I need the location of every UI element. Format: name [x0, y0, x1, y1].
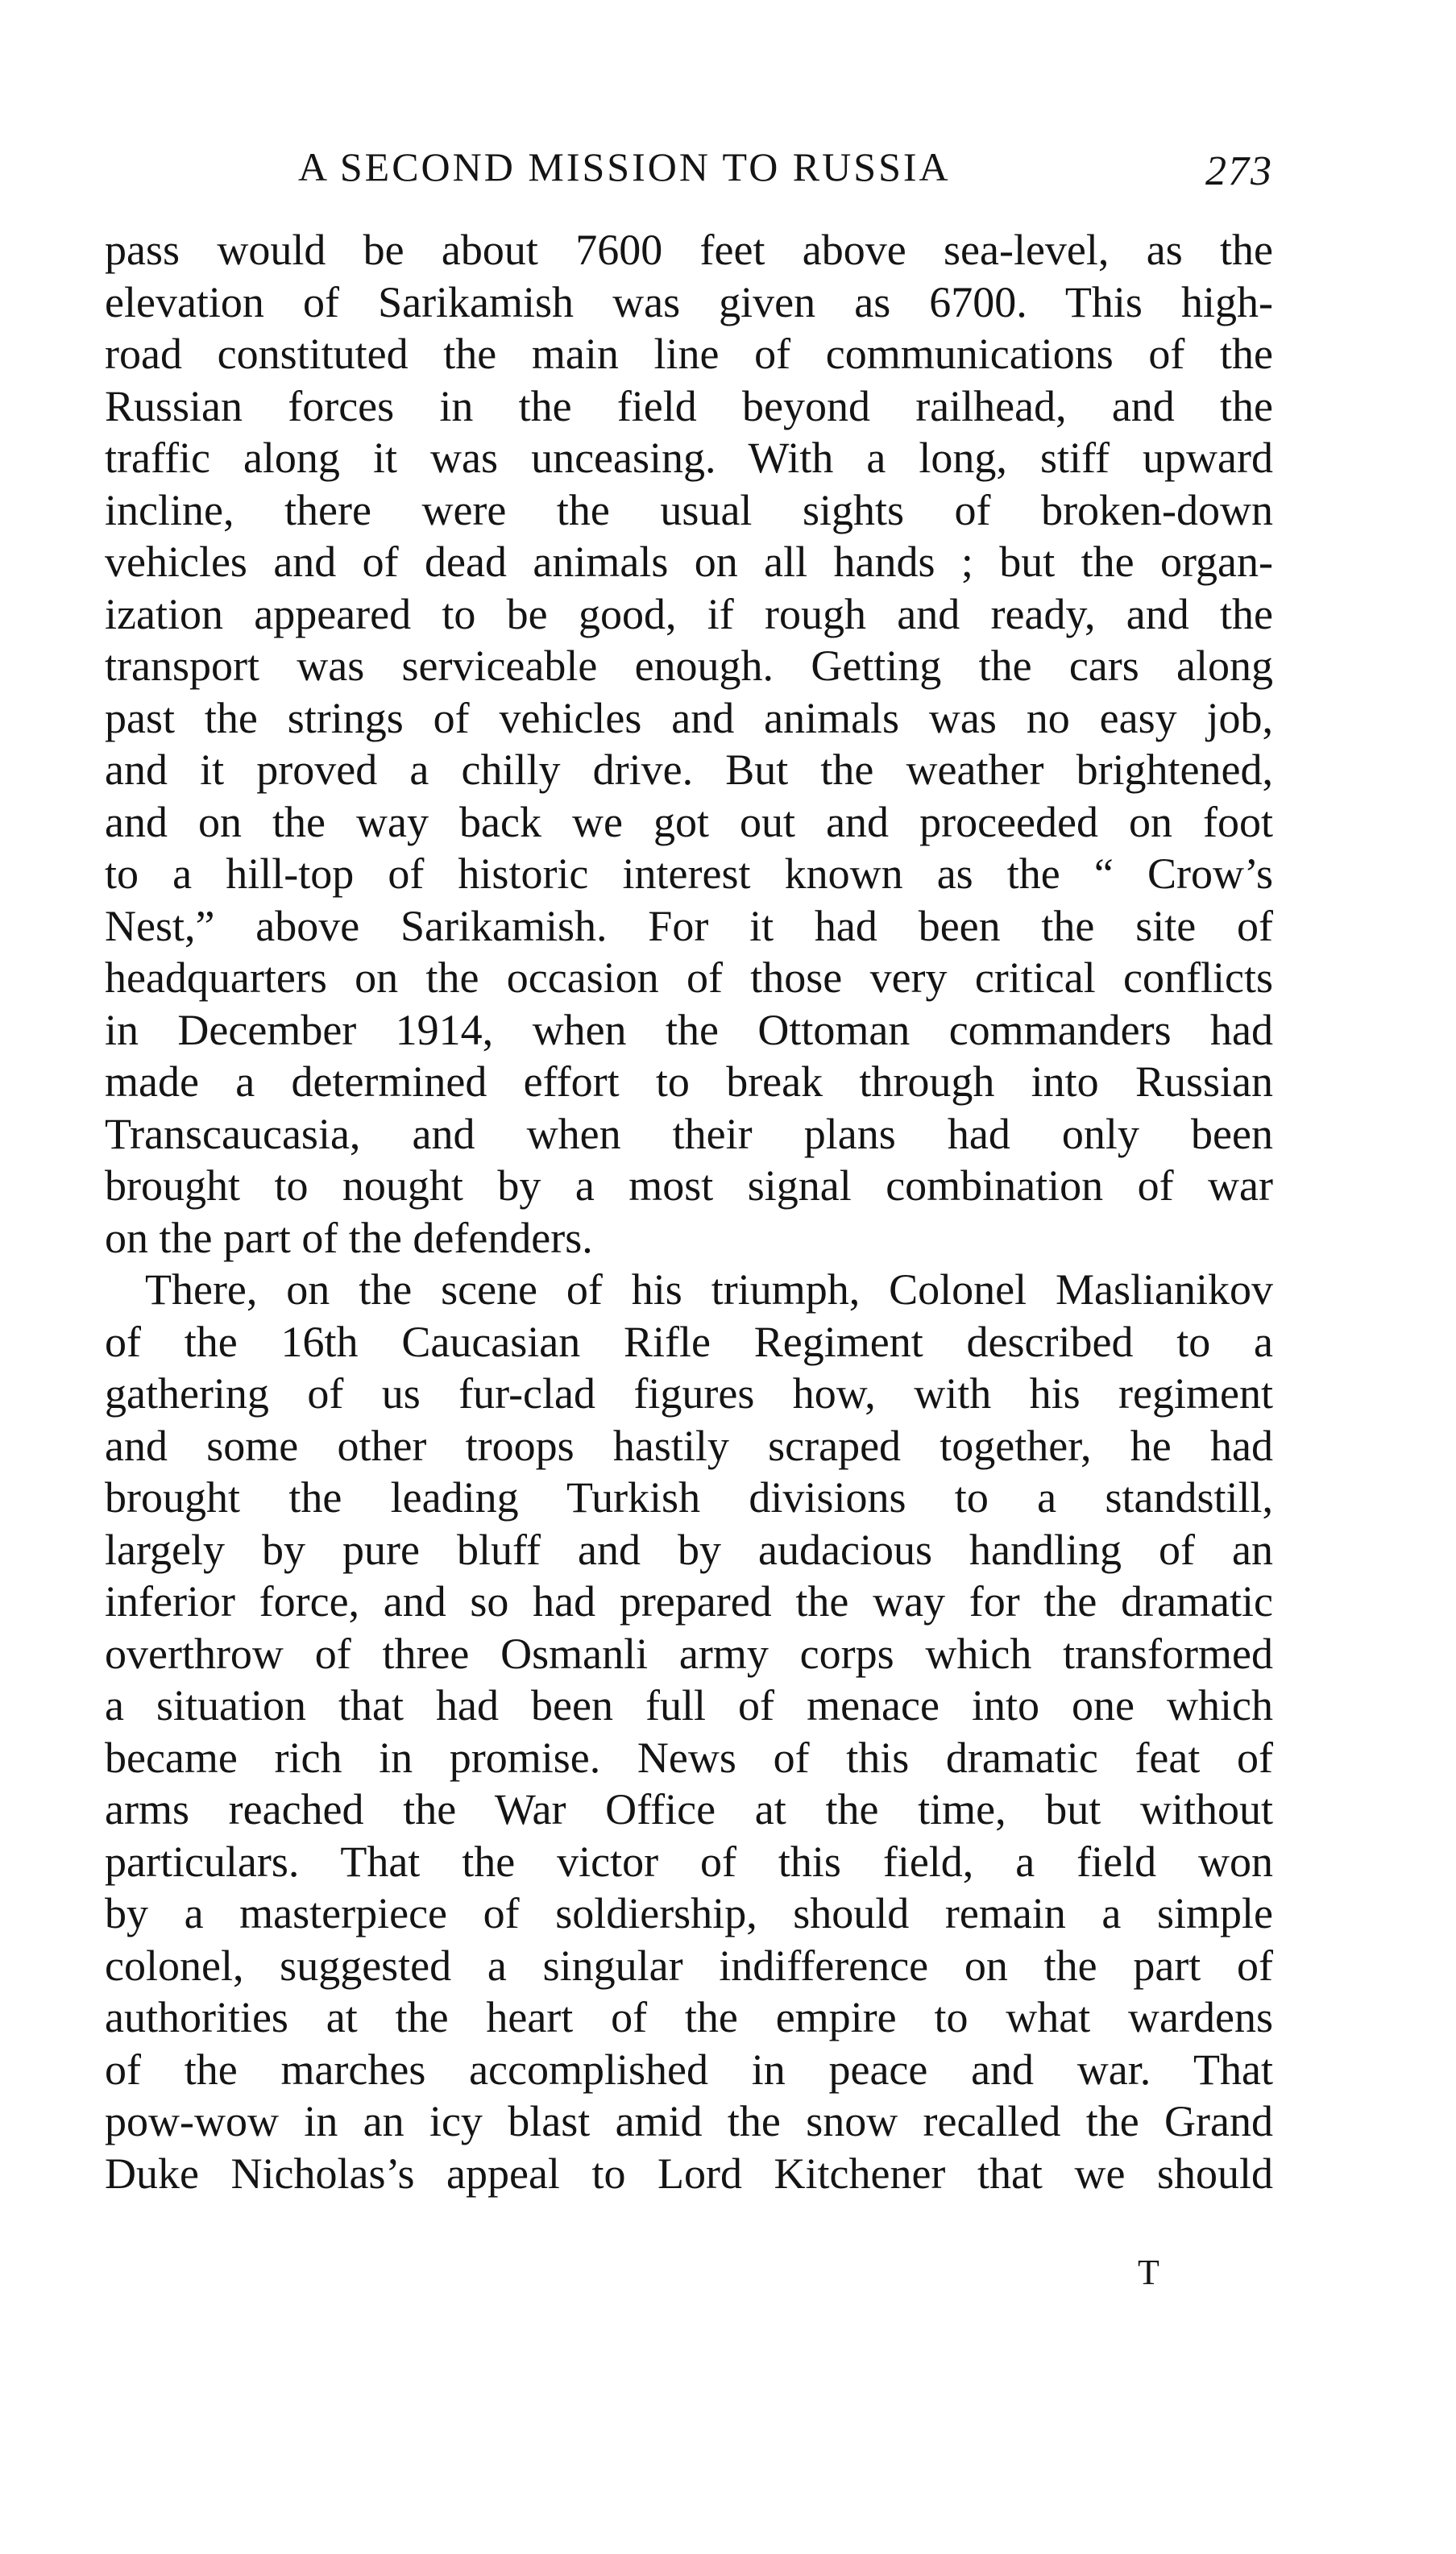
text-line: a situation that had been full of menace into one which [105, 1681, 1273, 1730]
text-line: authorities at the heart of the empire to what wardens [105, 1993, 1273, 2041]
text-line: made a determined effort to break through into Russian [105, 1057, 1273, 1106]
text-line: on the part of the defenders. [105, 1213, 593, 1262]
text-line: past the strings of vehicles and animals was no easy job, [105, 693, 1273, 742]
text-line: ization appeared to be good, if rough and ready, and the [105, 589, 1273, 638]
text-line: road constituted the main line of communications of the [105, 330, 1273, 378]
text-line: elevation of Sarikamish was given as 6700. This high- [105, 277, 1273, 326]
text-line: and it proved a chilly drive. But the weather brightened, [105, 745, 1273, 794]
text-line: Transcaucasia, and when their plans had only been [105, 1109, 1273, 1158]
text-line: particulars. That the victor of this field, a field won [105, 1837, 1273, 1886]
text-line: Duke Nicholas’s appeal to Lord Kitchener that we should [105, 2149, 1273, 2198]
signature-mark: T [1138, 2253, 1159, 2292]
text-line: largely by pure bluff and by audacious handling of an [105, 1525, 1273, 1574]
text-line: pass would be about 7600 feet above sea-level, as the [105, 226, 1273, 274]
text-line: colonel, suggested a singular indifference on the part of [105, 1941, 1273, 1990]
text-line: and some other troops hastily scraped together, he had [105, 1421, 1273, 1470]
text-line: overthrow of three Osmanli army corps which transformed [105, 1629, 1273, 1678]
text-line: of the marches accomplished in peace and war. That [105, 2045, 1273, 2094]
text-line: to a hill-top of historic interest known as the “ Crow’s [105, 849, 1273, 898]
text-line: There, on the scene of his triumph, Colonel Maslianikov [145, 1265, 1273, 1314]
paragraph-1 [105, 224, 1273, 1264]
text-line: traffic along it was unceasing. With a long, stiff upward [105, 434, 1273, 482]
text-line: in December 1914, when the Ottoman commanders had [105, 1005, 1273, 1054]
text-line: and on the way back we got out and proceeded on foot [105, 797, 1273, 846]
text-line: brought to nought by a most signal combination of war [105, 1161, 1273, 1210]
paragraph-2 [105, 1264, 1273, 2199]
text-line: vehicles and of dead animals on all hands ; but the organ- [105, 538, 1273, 586]
text-line: gathering of us fur-clad figures how, with his regiment [105, 1369, 1273, 1418]
text-line: headquarters on the occasion of those very critical conflicts [105, 953, 1273, 1002]
body-text [105, 224, 1273, 2199]
page-number: 273 [1205, 148, 1273, 194]
text-line: became rich in promise. News of this dramatic feat of [105, 1733, 1273, 1782]
text-line: pow-wow in an icy blast amid the snow recalled the Grand [105, 2097, 1273, 2145]
text-line: by a masterpiece of soldiership, should remain a simple [105, 1889, 1273, 1937]
text-line: inferior force, and so had prepared the way for the dramatic [105, 1577, 1273, 1626]
text-line: transport was serviceable enough. Getting the cars along [105, 642, 1273, 690]
text-line: Russian forces in the field beyond railhead, and the [105, 381, 1273, 430]
running-title: A SECOND MISSION TO RUSSIA [298, 144, 951, 189]
text-line: of the 16th Caucasian Rifle Regiment described to a [105, 1317, 1273, 1366]
text-line: arms reached the War Office at the time, but without [105, 1785, 1273, 1833]
text-line: brought the leading Turkish divisions to a standstill, [105, 1473, 1273, 1522]
text-line: incline, there were the usual sights of broken-down [105, 485, 1273, 534]
text-line: Nest,” above Sarikamish. For it had been the site of [105, 901, 1273, 950]
running-head [105, 139, 1273, 195]
